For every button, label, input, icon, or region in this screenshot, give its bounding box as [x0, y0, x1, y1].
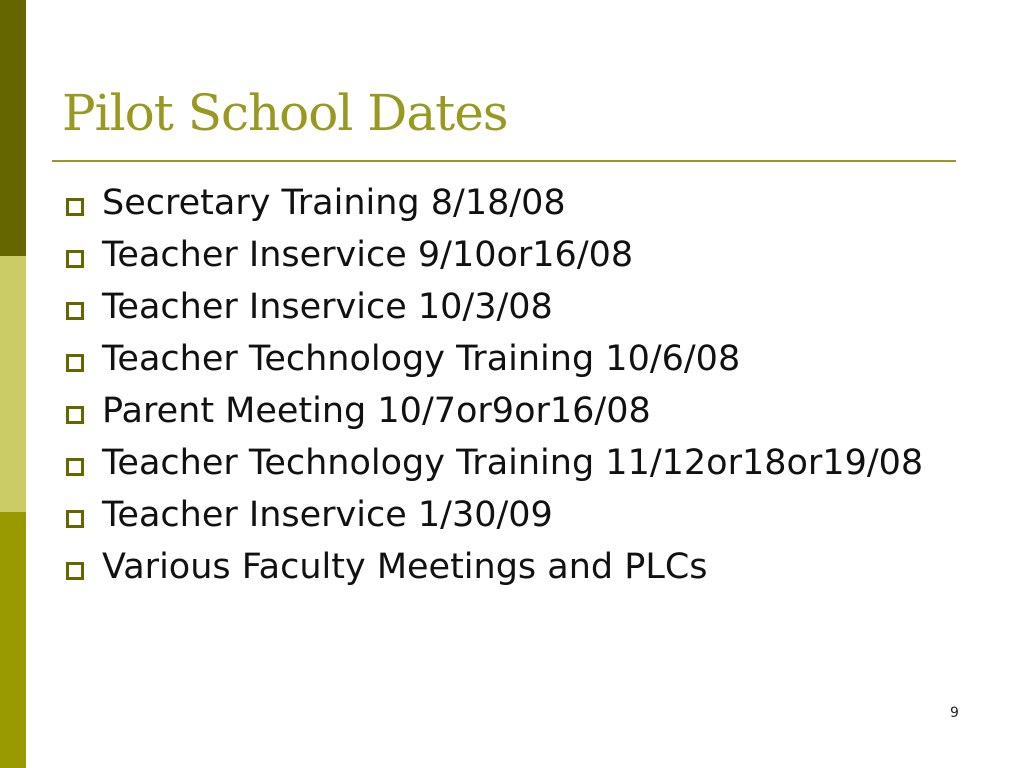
square-bullet-icon — [66, 198, 84, 216]
list-item-text: Teacher Technology Training 11/12or18or19/08 — [102, 443, 924, 483]
list-item-text: Teacher Inservice 9/10or16/08 — [102, 235, 634, 275]
list-item — [64, 182, 964, 224]
square-bullet-icon — [66, 302, 84, 320]
square-bullet-icon — [66, 354, 84, 372]
square-bullet-icon — [66, 458, 84, 476]
list-item — [64, 390, 964, 432]
bullet-list — [64, 182, 964, 598]
list-item — [64, 494, 964, 536]
page-number: 9 — [950, 705, 959, 721]
slide-title: Pilot School Dates — [62, 84, 508, 142]
sidebar-segment-dark — [0, 0, 26, 256]
list-item — [64, 442, 964, 484]
list-item-text: Teacher Inservice 10/3/08 — [102, 287, 553, 327]
square-bullet-icon — [66, 406, 84, 424]
list-item-text: Various Faculty Meetings and PLCs — [102, 547, 708, 587]
sidebar-segment-light — [0, 256, 26, 512]
list-item — [64, 546, 964, 588]
list-item-text: Secretary Training 8/18/08 — [102, 183, 566, 223]
title-divider — [52, 160, 956, 162]
square-bullet-icon — [66, 562, 84, 580]
sidebar-segment-olive — [0, 512, 26, 768]
sidebar-decoration — [0, 0, 26, 768]
list-item-text: Parent Meeting 10/7or9or16/08 — [102, 391, 651, 431]
list-item-text: Teacher Inservice 1/30/09 — [102, 495, 553, 535]
square-bullet-icon — [66, 510, 84, 528]
list-item — [64, 286, 964, 328]
list-item-text: Teacher Technology Training 10/6/08 — [102, 339, 741, 379]
list-item — [64, 234, 964, 276]
square-bullet-icon — [66, 250, 84, 268]
list-item — [64, 338, 964, 380]
